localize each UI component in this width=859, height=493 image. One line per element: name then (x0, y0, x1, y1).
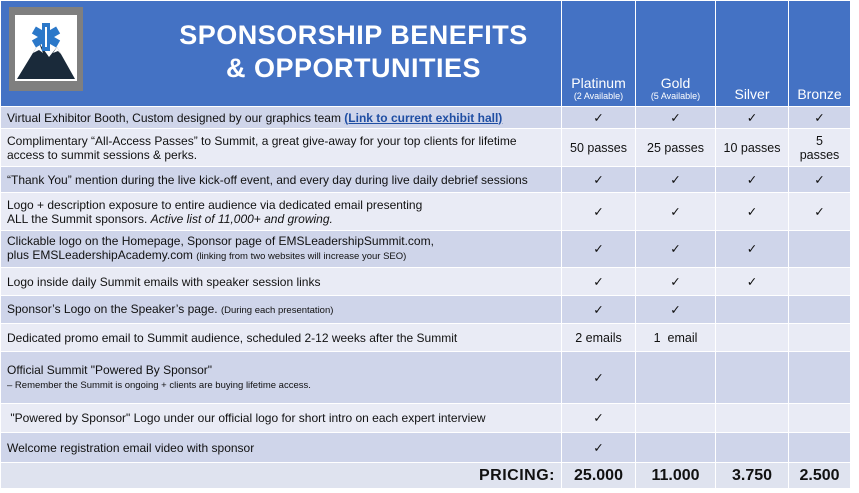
tier-header-gold (636, 1, 716, 107)
benefit-text: Welcome registration email video with sponsor (7, 440, 255, 455)
passes-value: 50 passes (570, 140, 627, 155)
tier-cell (636, 107, 716, 129)
benefit-text: Virtual Exhibitor Booth, Custom designed by our graphics team (7, 110, 345, 125)
table-row (1, 433, 851, 463)
check-icon: ✓ (593, 172, 604, 187)
email-count: 1 email (653, 330, 698, 345)
price-silver: 3.750 (716, 463, 789, 489)
tier-header-silver (716, 1, 789, 107)
price-platinum: 25.000 (562, 463, 636, 489)
table-row (1, 129, 851, 167)
tier-cell (789, 352, 851, 404)
title-line-1: SPONSORSHIP BENEFITS (179, 20, 528, 50)
check-icon: ✓ (670, 302, 681, 317)
tier-cell (562, 268, 636, 296)
benefit-cell (1, 129, 562, 167)
table-row (1, 268, 851, 296)
benefit-cell (1, 433, 562, 463)
tier-cell (789, 193, 851, 231)
header-row (1, 1, 851, 107)
check-icon: ✓ (593, 370, 604, 385)
benefit-note: – Remember the Summit is ongoing + clients are buying lifetime access. (7, 379, 311, 391)
check-icon: ✓ (593, 440, 604, 455)
tier-cell (716, 107, 789, 129)
benefit-cell (1, 167, 562, 193)
exhibit-hall-link[interactable]: (Link to current exhibit hall) (344, 110, 503, 125)
title-cell (1, 1, 562, 107)
check-icon: ✓ (593, 274, 604, 289)
benefit-text: Complimentary “All-Access Passes” to Summit, a great give-away for your top clients for lifetime access to summit sessions & perks. (7, 133, 517, 162)
tier-cell (562, 433, 636, 463)
tier-cell (789, 231, 851, 268)
tier-cell (562, 129, 636, 167)
tier-cell (716, 404, 789, 433)
benefit-text: Logo + description exposure to entire audience via dedicated email presenting (7, 197, 423, 212)
check-icon: ✓ (670, 110, 681, 125)
tier-name: Silver (734, 86, 770, 102)
pricing-row (1, 463, 851, 489)
passes-value: 10 passes (723, 140, 781, 155)
check-icon: ✓ (670, 172, 681, 187)
check-icon: ✓ (814, 204, 825, 219)
tier-cell (636, 268, 716, 296)
benefit-text: Official Summit "Powered By Sponsor" (7, 362, 213, 377)
tier-cell (716, 433, 789, 463)
tier-cell (562, 352, 636, 404)
check-icon: ✓ (746, 110, 758, 125)
benefit-text: Dedicated promo email to Summit audience, scheduled 2-12 weeks after the Summit (7, 330, 458, 345)
check-icon: ✓ (593, 411, 604, 425)
tier-cell (636, 296, 716, 324)
passes-value: 5 passes (799, 133, 840, 162)
tier-cell (636, 324, 716, 352)
check-icon: ✓ (670, 242, 681, 256)
tier-cell (716, 129, 789, 167)
tier-cell (716, 268, 789, 296)
tier-header-platinum (562, 1, 636, 107)
check-icon: ✓ (593, 204, 604, 219)
passes-value: 25 passes (647, 140, 704, 155)
check-icon: ✓ (670, 274, 681, 289)
tier-name: Gold (660, 75, 691, 91)
email-count: 2 emails (575, 330, 622, 345)
tier-cell (716, 352, 789, 404)
check-icon: ✓ (814, 110, 825, 125)
benefit-cell (1, 404, 562, 433)
check-icon: ✓ (814, 172, 825, 187)
tier-cell (789, 167, 851, 193)
tier-cell (636, 167, 716, 193)
check-icon: ✓ (746, 274, 758, 289)
benefit-cell (1, 296, 562, 324)
table-row (1, 352, 851, 404)
tier-cell (562, 107, 636, 129)
tier-cell (716, 231, 789, 268)
table-row (1, 107, 851, 129)
benefit-cell (1, 324, 562, 352)
tier-cell (636, 433, 716, 463)
pricing-label: PRICING: (1, 463, 562, 489)
tier-cell (789, 296, 851, 324)
benefit-text: Sponsor’s Logo on the Speaker’s page. (7, 301, 221, 316)
benefit-text: Clickable logo on the Homepage, Sponsor page of EMSLeadershipSummit.com, (7, 234, 434, 248)
logo (9, 7, 83, 91)
tier-availability: (5 Available) (650, 91, 701, 101)
tier-availability: (2 Available) (573, 91, 624, 101)
price-bronze: 2.500 (789, 463, 851, 489)
mountain-medical-star-icon (9, 7, 83, 91)
check-icon: ✓ (746, 242, 758, 256)
table-row (1, 404, 851, 433)
tier-cell (716, 193, 789, 231)
check-icon: ✓ (593, 110, 604, 125)
check-icon: ✓ (670, 204, 681, 219)
benefit-cell (1, 268, 562, 296)
benefit-note: (linking from two websites will increase your SEO) (196, 251, 407, 262)
title-line-2: & OPPORTUNITIES (225, 53, 482, 83)
tier-header-bronze (789, 1, 851, 107)
tier-cell (636, 404, 716, 433)
benefit-cell (1, 107, 562, 129)
tier-cell (562, 404, 636, 433)
table-row (1, 167, 851, 193)
benefit-text: Logo inside daily Summit emails with speaker session links (7, 274, 321, 289)
tier-cell (789, 129, 851, 167)
check-icon: ✓ (746, 172, 758, 187)
tier-cell (716, 167, 789, 193)
benefit-text-line-2: ALL the Summit sponsors. (7, 211, 151, 226)
benefit-italic-note: Active list of 11,000+ and growing. (150, 211, 333, 226)
benefit-note: (During each presentation) (220, 304, 334, 316)
tier-cell (716, 296, 789, 324)
tier-cell (562, 193, 636, 231)
benefit-cell (1, 231, 562, 268)
tier-cell (716, 324, 789, 352)
benefit-cell (1, 352, 562, 404)
table-row (1, 296, 851, 324)
benefit-text: "Powered by Sponsor" Logo under our official logo for short intro on each expert interview (7, 411, 486, 425)
tier-cell (636, 352, 716, 404)
tier-cell (789, 404, 851, 433)
tier-cell (789, 268, 851, 296)
check-icon: ✓ (746, 204, 758, 219)
tier-name: Bronze (797, 86, 842, 102)
price-gold: 11.000 (636, 463, 716, 489)
check-icon: ✓ (593, 242, 604, 256)
check-icon: ✓ (593, 302, 604, 317)
tier-cell (562, 324, 636, 352)
benefit-cell (1, 193, 562, 231)
benefit-text: “Thank You” mention during the live kick-off event, and every day during live daily debrief sessions (7, 172, 528, 187)
tier-cell (789, 107, 851, 129)
tier-cell (562, 296, 636, 324)
tier-cell (562, 231, 636, 268)
tier-name: Platinum (571, 75, 626, 91)
table-row (1, 231, 851, 268)
tier-cell (562, 167, 636, 193)
tier-cell (789, 324, 851, 352)
benefit-text-line-2: plus EMSLeadershipAcademy.com (7, 248, 197, 262)
tier-cell (636, 129, 716, 167)
tier-cell (636, 193, 716, 231)
tier-cell (789, 433, 851, 463)
table-row (1, 193, 851, 231)
tier-cell (636, 231, 716, 268)
table-row (1, 324, 851, 352)
page-title (151, 19, 556, 85)
